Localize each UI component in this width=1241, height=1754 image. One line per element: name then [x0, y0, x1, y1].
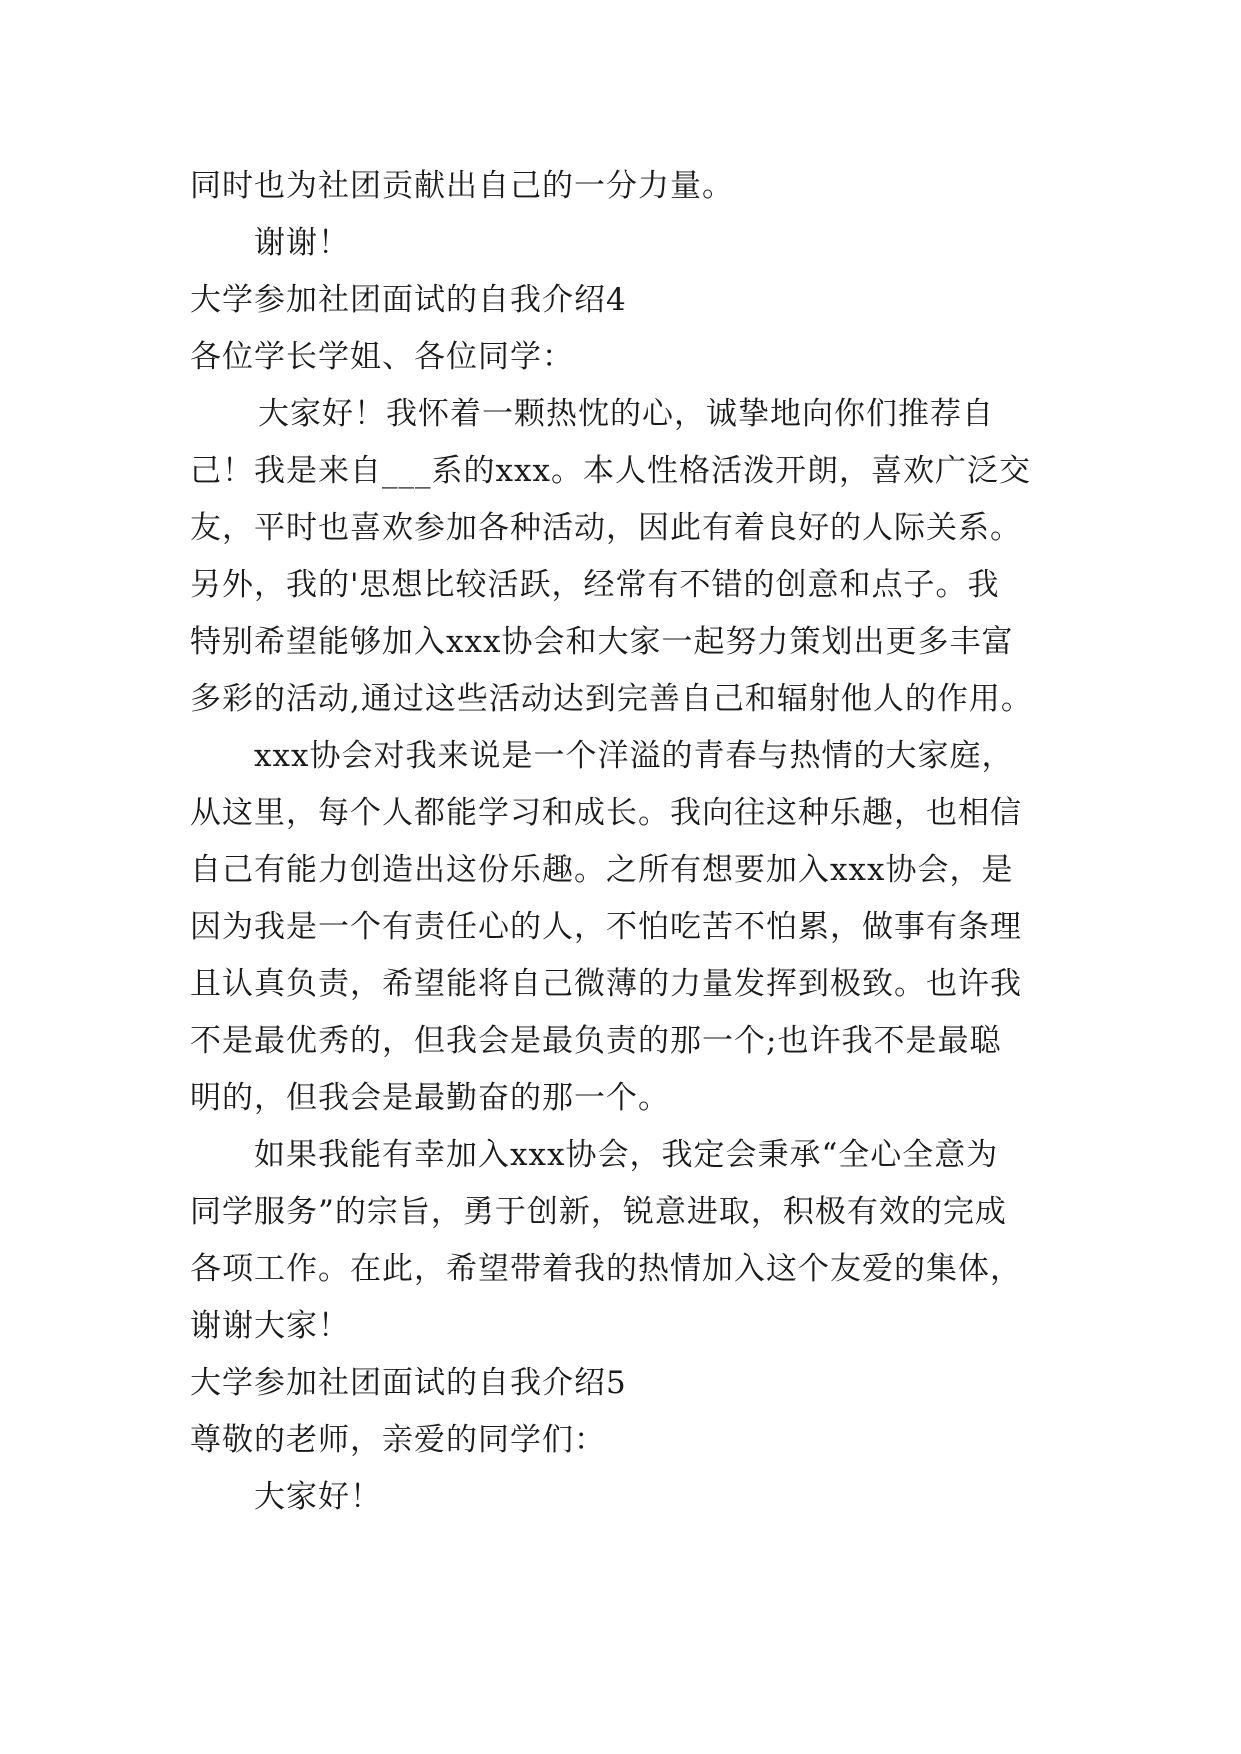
section-heading-4: 大学参加社团面试的自我介绍4 — [190, 282, 627, 318]
salutation: 各位学长学姐、各位同学： — [190, 339, 574, 375]
paragraph-line: 因为我是一个有责任心的人，不怕吃苦不怕累，做事有条理 — [190, 909, 1022, 945]
salutation: 尊敬的老师，亲爱的同学们： — [190, 1422, 606, 1458]
paragraph-line: xxx协会对我来说是一个洋溢的青春与热情的大家庭， — [254, 738, 1014, 774]
paragraph-line: 己！我是来自___系的xxx。本人性格活泼开朗，喜欢广泛交 — [190, 453, 1031, 489]
greeting: 大家好！ — [254, 1479, 382, 1515]
paragraph-line: 从这里，每个人都能学习和成长。我向往这种乐趣，也相信 — [190, 795, 1022, 831]
paragraph-line: 各项工作。在此，希望带着我的热情加入这个友爱的集体， — [190, 1251, 1022, 1287]
section-heading-5: 大学参加社团面试的自我介绍5 — [190, 1365, 627, 1401]
paragraph-line: 同时也为社团贡献出自己的一分力量。 — [190, 168, 734, 204]
paragraph-line: 多彩的活动,通过这些活动达到完善自己和辐射他人的作用。 — [190, 681, 1033, 717]
paragraph-line: 特别希望能够加入xxx协会和大家一起努力策划出更多丰富 — [190, 624, 1014, 660]
paragraph-line: 大家好！我怀着一颗热忱的心，诚挚地向你们推荐自 — [258, 396, 994, 432]
document-body — [190, 158, 1070, 1526]
paragraph-line: 友，平时也喜欢参加各种活动，因此有着良好的人际关系。 — [190, 510, 1022, 546]
closing-thanks: 谢谢！ — [254, 225, 350, 261]
paragraph-line: 明的，但我会是最勤奋的那一个。 — [190, 1080, 670, 1116]
paragraph-line: 另外，我的'思想比较活跃，经常有不错的创意和点子。我 — [190, 567, 1000, 603]
paragraph-line: 谢谢大家！ — [190, 1308, 350, 1344]
paragraph-line: 如果我能有幸加入xxx协会，我定会秉承“全心全意为 — [254, 1137, 999, 1173]
paragraph-line: 同学服务”的宗旨，勇于创新，锐意进取，积极有效的完成 — [190, 1194, 1007, 1230]
paragraph-line: 自己有能力创造出这份乐趣。之所有想要加入xxx协会，是 — [190, 852, 1014, 888]
paragraph-line: 不是最优秀的，但我会是最负责的那一个;也许我不是最聪 — [190, 1023, 1002, 1059]
paragraph-line: 且认真负责，希望能将自己微薄的力量发挥到极致。也许我 — [190, 966, 1022, 1002]
